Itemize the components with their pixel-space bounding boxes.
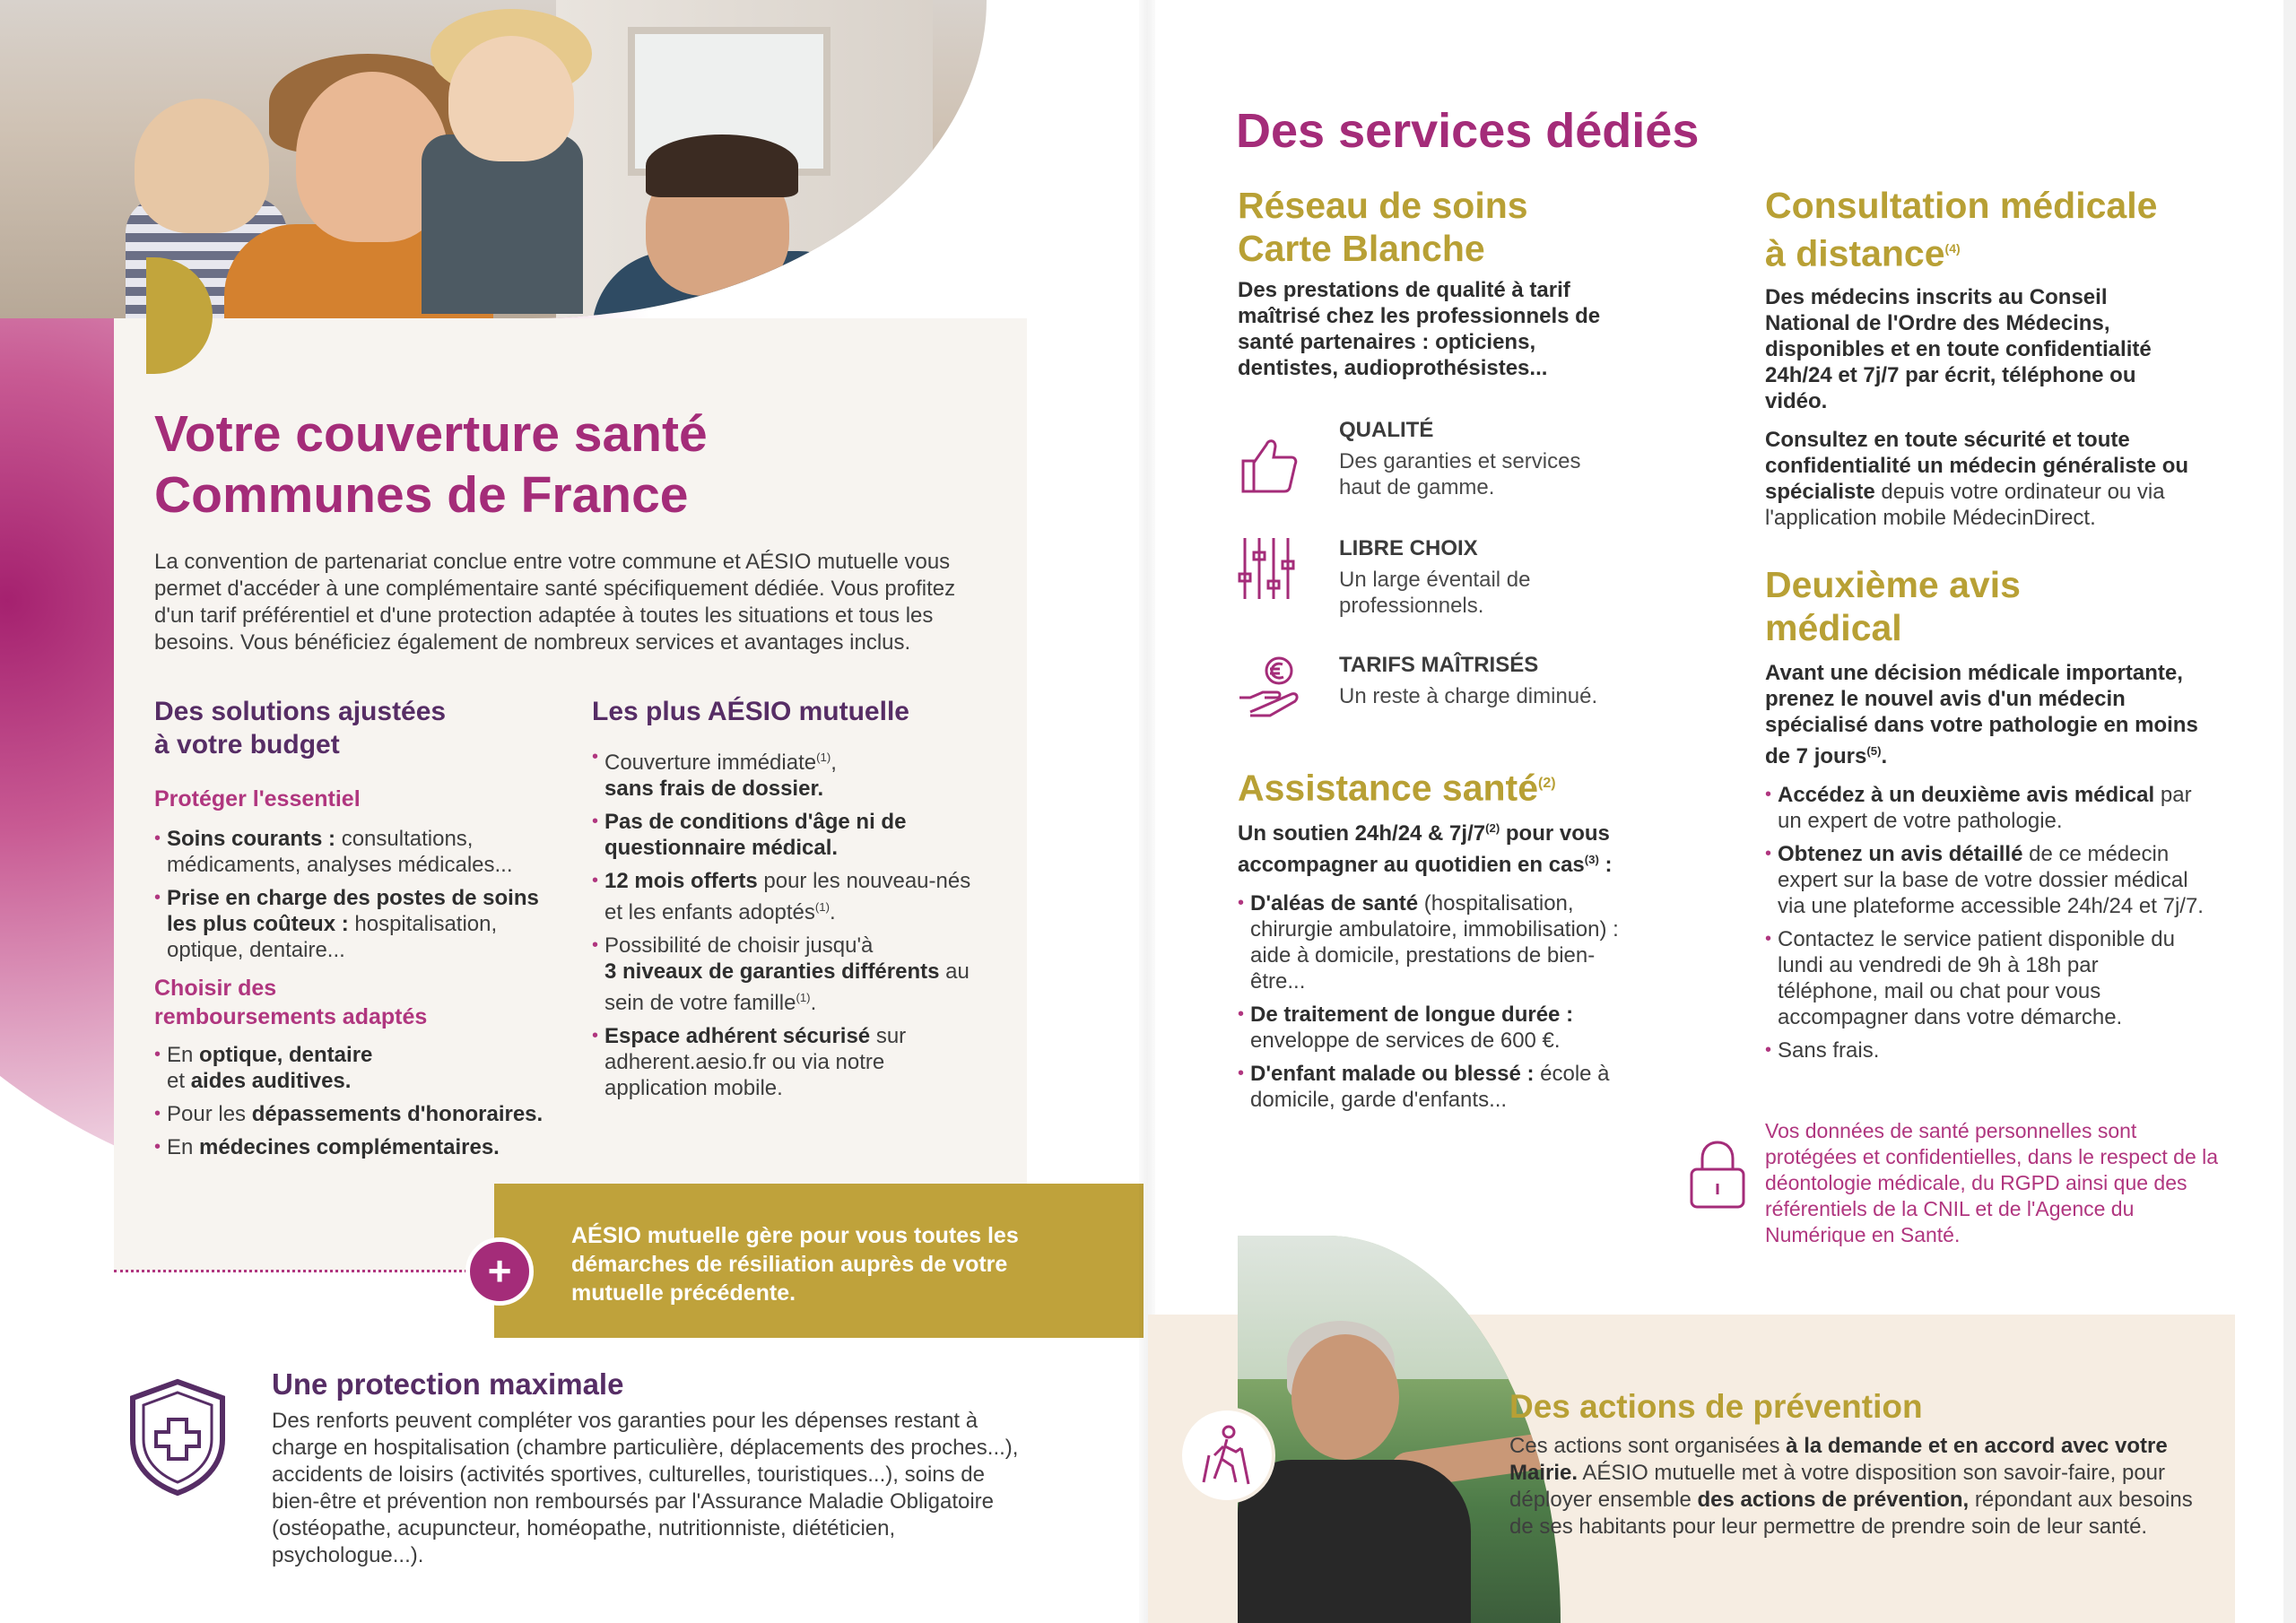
deuxieme-avis-heading: Deuxième avis médical bbox=[1765, 563, 2021, 648]
solutions-heading: Des solutions ajustées à votre budget bbox=[154, 697, 447, 759]
protection-text: Des renforts peuvent compléter vos garanties pour les dépenses restant à charge en hospitalisation (chambre particulière, déplacements des proches...), accidents de loisirs (activités sportives, culturelles, touristiques...), soins de bien-être et prévention non remboursés par l'Assurance Maladie Obligatoire (ostéopathe, acupuncteur, homéopathe, nutritionniste, diététicien, psychologue...). bbox=[272, 1409, 1019, 1567]
list-item: • 12 mois offerts pour les nouveau-nés et les enfants adoptés$^{(1)}$. bbox=[592, 868, 987, 925]
feature-text: Des garanties et services haut de gamme. bbox=[1339, 449, 1581, 499]
list-item: • Obtenez un avis détaillé de ce médecin expert sur la base de votre dossier médical via une plateforme accessible 24h/24 et 7j/7. bbox=[1765, 841, 2205, 919]
deuxieme-avis-list bbox=[1765, 782, 2205, 1063]
list-item: • Couverture immédiate$^{(1)}$, sans frais de dossier. bbox=[592, 744, 987, 802]
plus-heading: Les plus AÉSIO mutuelle bbox=[592, 697, 909, 726]
list-item: • En médecines complémentaires. bbox=[154, 1134, 567, 1160]
list-item: • De traitement de longue durée : enveloppe de services de 600 €. bbox=[1238, 1002, 1632, 1054]
page-title: Votre couverture santé Communes de France bbox=[154, 405, 708, 524]
gdpr-notice: Vos données de santé personnelles sont protégées et confidentielles, dans le respect de la déontologie médicale, du RGPD ainsi que des référentiels de la CNIL et de l'Agence du Numérique en Santé. bbox=[1765, 1119, 2219, 1246]
resiliation-callout bbox=[494, 1184, 1144, 1338]
feature-title: TARIFS MAÎTRISÉS bbox=[1339, 653, 1539, 677]
list-item: • Possibilité de choisir jusqu'à 3 niveaux de garanties différents au sein de votre famille$^{(1)}$. bbox=[592, 933, 987, 1016]
list-item: • Accédez à un deuxième avis médical par un expert de votre pathologie. bbox=[1765, 782, 2205, 834]
list-item: • Soins courants : consultations, médicaments, analyses médicales... bbox=[154, 826, 567, 878]
feature-text: Un reste à charge diminué. bbox=[1339, 684, 1598, 708]
prevention-text: Ces actions sont organisées à la demande et en accord avec votre Mairie. AÉSIO mutuelle met à votre disposition son savoir-faire, pour déployer ensemble des actions de prévention, répondant aux besoins de ses habitants pour leur permettre de prendre soin de leur santé. bbox=[1509, 1434, 2193, 1539]
plus-column bbox=[592, 695, 987, 1108]
consultation-section bbox=[1765, 184, 2213, 1071]
choisir-list bbox=[154, 1042, 567, 1160]
sliders-icon bbox=[1236, 536, 1300, 601]
list-item: • Contactez le service patient disponible du lundi au vendredi de 9h à 18h par téléphone, mail ou chat pour vous accompagner dans votre démarche. bbox=[1765, 926, 2205, 1030]
proteger-list bbox=[154, 826, 567, 963]
list-item: • Pour les dépassements d'honoraires. bbox=[154, 1101, 567, 1127]
list-item: • D'enfant malade ou blessé : école à domicile, garde d'enfants... bbox=[1238, 1061, 1632, 1113]
intro-paragraph: La convention de partenariat conclue entre votre commune et AÉSIO mutuelle vous permet d'accéder à une complémentaire santé spécifiquement dédiée. Vous profitez d'un tarif préférentiel et d'une protection adaptée à toutes les situations et tous les besoins. Vous bénéficiez également de nombreux services et avantages inclus. bbox=[154, 550, 956, 655]
woman-exercising-photo bbox=[1238, 1236, 1561, 1623]
list-item: • En optique, dentaire et aides auditives. bbox=[154, 1042, 567, 1094]
deuxieme-avis-intro: Avant une décision médicale importante, prenez le nouvel avis d'un médecin spécialisé dans votre pathologie en moins de 7 jours$^{(5)}$. bbox=[1765, 660, 2198, 768]
feature-title: LIBRE CHOIX bbox=[1339, 536, 1478, 560]
proteger-heading: Protéger l'essentiel bbox=[154, 786, 361, 812]
dotted-divider bbox=[114, 1270, 500, 1272]
list-item: • Pas de conditions d'âge ni de questionnaire médical. bbox=[592, 809, 987, 861]
hiker-icon bbox=[1182, 1410, 1272, 1500]
consultation-heading: Consultation médicale à distance$^{(4)}$ bbox=[1765, 185, 2158, 274]
protection-title: Une protection maximale bbox=[272, 1367, 624, 1401]
resiliation-text: AÉSIO mutuelle gère pour vous toutes les démarches de résiliation auprès de votre mutuelle précédente. bbox=[571, 1223, 1019, 1306]
feature-text: Un large éventail de professionnels. bbox=[1339, 568, 1531, 618]
solutions-column bbox=[154, 695, 567, 1167]
hand-euro-icon bbox=[1236, 653, 1300, 717]
consultation-text: Des médecins inscrits au Conseil National de l'Ordre des Médecins, disponibles et en toute confidentialité 24h/24 et 7j/7 par écrit, téléphone ou vidéo. bbox=[1765, 284, 2152, 413]
assistance-section bbox=[1238, 762, 1632, 1120]
lock-icon bbox=[1686, 1139, 1749, 1211]
reseau-text: Des prestations de qualité à tarif maîtrisé chez les professionnels de santé partenaires : opticiens, dentistes, audioprothésistes... bbox=[1238, 278, 1601, 380]
list-item: • Sans frais. bbox=[1765, 1037, 2205, 1063]
assistance-intro: Un soutien 24h/24 & 7j/7$^{(2)}$ pour vous accompagner au quotidien en cas$^{(3)}$ : bbox=[1238, 820, 1613, 877]
services-title: Des services dédiés bbox=[1236, 104, 1700, 158]
thumbs-up-icon bbox=[1236, 432, 1300, 497]
shield-cross-icon bbox=[124, 1376, 231, 1497]
assistance-list bbox=[1238, 890, 1632, 1113]
prevention-title: Des actions de prévention bbox=[1509, 1388, 1923, 1425]
assistance-heading: Assistance santé$^{(2)}$ bbox=[1238, 767, 1556, 809]
list-item: • D'aléas de santé (hospitalisation, chirurgie ambulatoire, immobilisation) : aide à domicile, prestations de bien-être... bbox=[1238, 890, 1632, 994]
list-item: • Espace adhérent sécurisé sur adherent.aesio.fr ou via notre application mobile. bbox=[592, 1023, 987, 1101]
consultation-text-2: Consultez en toute sécurité et toute confidentialité un médecin généraliste ou spécialiste depuis votre ordinateur ou via l'application mobile MédecinDirect. bbox=[1765, 427, 2189, 530]
list-item: • Prise en charge des postes de soins les plus coûteux : hospitalisation, optique, dentaire... bbox=[154, 885, 567, 963]
plus-list bbox=[592, 744, 987, 1101]
reseau-heading: Réseau de soins Carte Blanche bbox=[1238, 185, 1528, 269]
plus-icon: + bbox=[465, 1237, 534, 1306]
reseau-section bbox=[1238, 184, 1614, 381]
choisir-heading: Choisir des remboursements adaptés bbox=[154, 976, 428, 1029]
feature-title: QUALITÉ bbox=[1339, 418, 1434, 442]
page-edge bbox=[2283, 0, 2296, 1623]
